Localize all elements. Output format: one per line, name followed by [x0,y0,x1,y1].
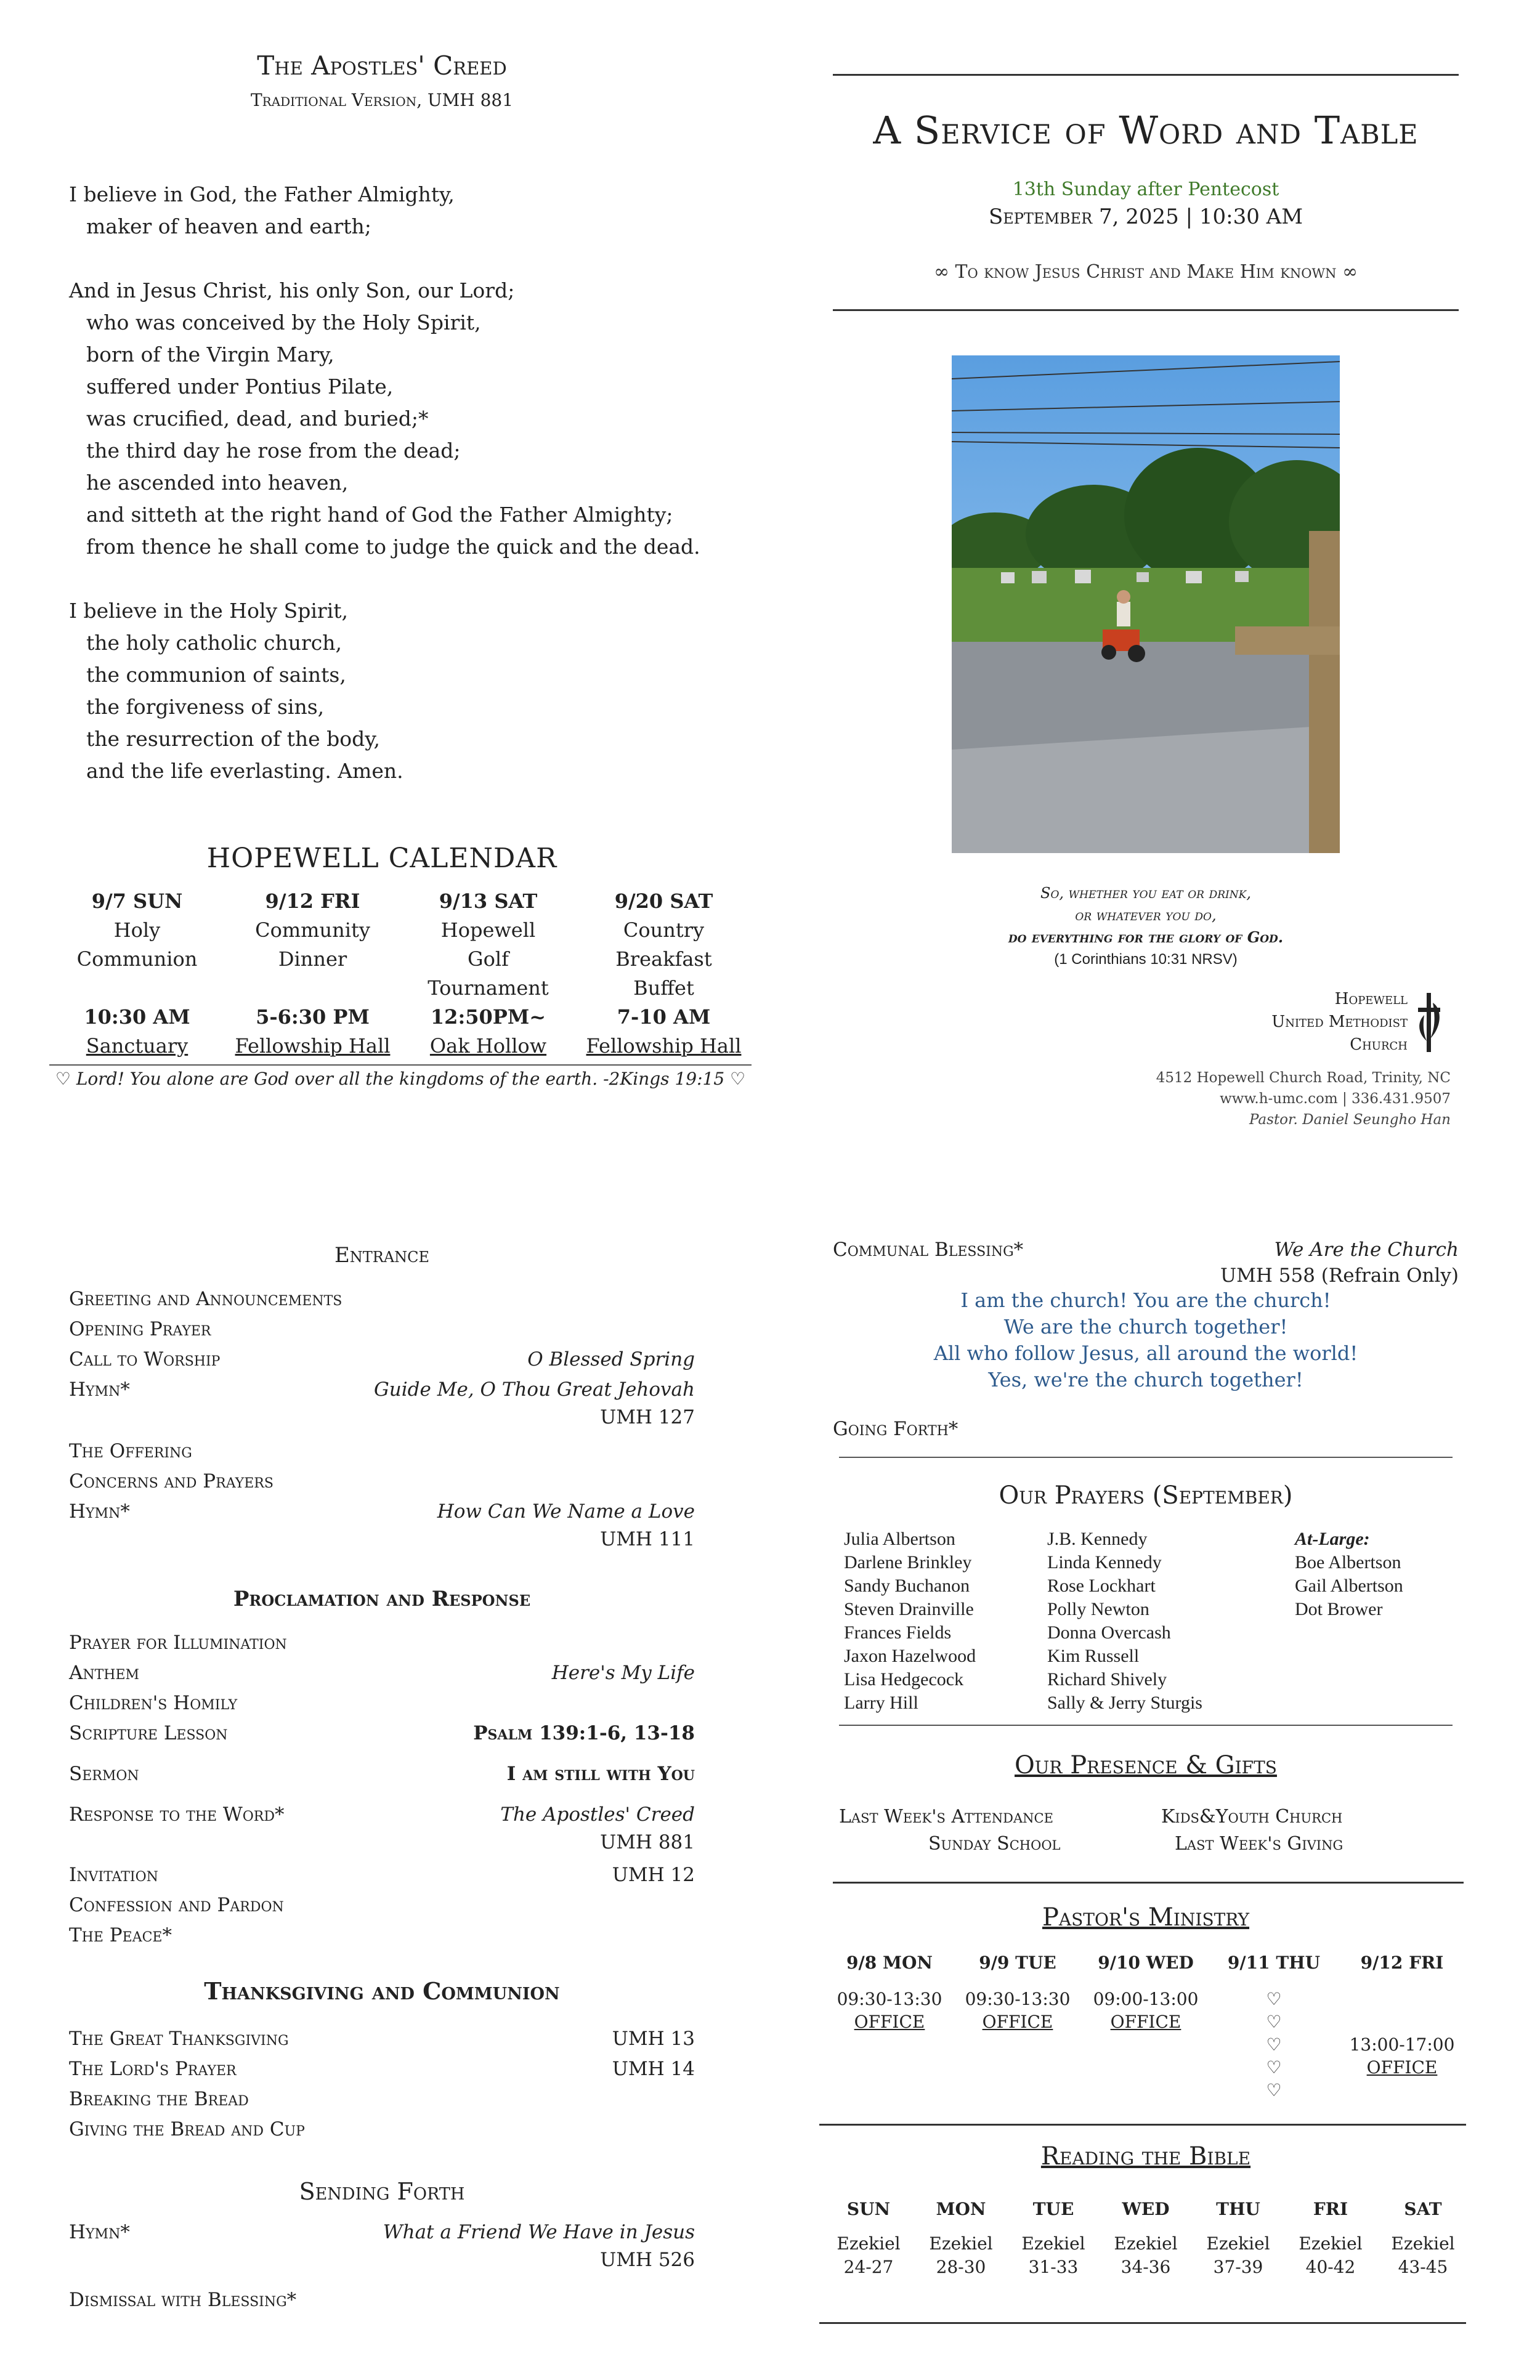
event-date: 9/13 SAT [439,889,538,913]
order-item [69,1921,695,1951]
ministry-day-label: 9/12 FRI [1360,1953,1444,1973]
creed-title: The Apostles' Creed [257,51,507,81]
refrain-line: I am the church! You are the church! [960,1289,1331,1312]
creed-line: the communion of saints, [86,663,346,687]
calendar-title: HOPEWELL CALENDAR [206,843,557,874]
verse-line: or whatever you do, [1075,907,1217,924]
calendar-event [400,887,576,1061]
ministry-day-label: 9/8 MON [846,1953,933,1973]
cross-and-flame-icon [1414,990,1444,1053]
bible-day [915,2198,1007,2279]
item-value: UMH 12 [612,1864,695,1886]
section-entrance: Entrance [334,1243,430,1268]
order-item [833,1235,1459,1265]
ministry-place: OFFICE [854,2012,925,2032]
prayer-name: Julia Albertson [844,1529,955,1549]
refrain-line: Yes, we're the church together! [988,1368,1303,1391]
event-name: Tournament [428,976,549,1000]
cover-top-rule [833,74,1459,76]
event-name: Community [255,918,370,942]
cover-verse [832,882,1460,971]
order-item [69,1890,695,1921]
item-value: How Can We Name a Love [437,1500,695,1523]
creed-line: who was conceived by the Holy Spirit, [86,310,481,334]
creed-line: And in Jesus Christ, his only Son, our Lord; [69,278,515,302]
section-sending: Sending Forth [299,2178,465,2205]
divider [819,2124,1466,2126]
order-item [69,1375,695,1405]
creed-line: and sitteth at the right hand of God the Father Almighty; [86,503,673,527]
item-label: Anthem [69,1662,140,1684]
prayer-name: Jaxon Hazelwood [844,1646,976,1666]
prayer-name: Darlene Brinkley [844,1552,972,1572]
item-label: Prayer for Illumination [69,1632,287,1654]
item-label: Hymn* [69,1378,130,1401]
bible-title: Reading the Bible [1040,2142,1251,2171]
item-label: Hymn* [69,2221,130,2243]
cover-sunday: 13th Sunday after Pentecost [1012,179,1279,200]
prayer-column [1047,1528,1269,1715]
ministry-time: 09:30-13:30 [837,1989,942,2009]
prayer-name: Boe Albertson [1295,1552,1401,1572]
creed-line: the holy catholic church, [86,631,342,655]
divider [833,1882,1464,1884]
heart-icon: ♡ [1266,2012,1282,2032]
item-value: Psalm 139:1-6, 13-18 [473,1722,695,1744]
order-item [69,1658,695,1688]
order-item [69,1628,695,1658]
hymn-number: UMH 526 [600,2249,695,2271]
bible-chapters: 40-42 [1305,2257,1356,2277]
heart-icon: ♡ [1266,2080,1282,2100]
bible-chapters: 34-36 [1121,2257,1171,2277]
prayer-name: Dot Brower [1295,1599,1383,1619]
order-item [833,1414,1459,1444]
heart-icon: ♡ [1266,2034,1282,2055]
bible-chapters: 28-30 [936,2257,986,2277]
verse-line: do everything for the glory of God. [1008,928,1284,946]
bible-book: Ezekiel [1114,2233,1178,2254]
order-item [69,2217,695,2248]
church-contact [1047,1067,1451,1130]
refrain [833,1287,1459,1393]
divider [839,1725,1453,1726]
prayer-name: Polly Newton [1047,1599,1149,1619]
hymn-number: UMH 127 [600,1406,695,1428]
creed-line: from thence he shall come to judge the quick and the dead. [86,535,700,559]
creed-line: was crucified, dead, and buried;* [86,407,429,431]
event-place: Fellowship Hall [586,1034,742,1058]
at-large-heading: At-Large: [1295,1529,1370,1549]
event-time: 10:30 AM [84,1005,190,1029]
item-label: Hymn* [69,1500,130,1523]
ministry-day [1210,1951,1338,2102]
creed-subtitle: Traditional Version, UMH 881 [250,90,514,110]
church-name-line: Church [1350,1035,1408,1054]
item-value: I am still with You [506,1763,695,1785]
section-thanksgiving: Thanksgiving and Communion [204,1977,560,2005]
item-label: The Great Thanksgiving [69,2028,289,2050]
bible-day [822,2198,915,2279]
cover-photo [952,355,1340,853]
bible-book: Ezekiel [1021,2233,1085,2254]
event-place: Fellowship Hall [235,1034,391,1058]
bible-day-label: MON [936,2199,986,2219]
event-date: 9/20 SAT [614,889,713,913]
order-item [69,1345,695,1375]
ministry-time: 13:00-17:00 [1349,2034,1455,2055]
calendar-grid [49,887,752,1061]
order-item [69,1800,695,1830]
prayer-name: Kim Russell [1047,1646,1140,1666]
creed-line: the resurrection of the body, [86,727,380,751]
bible-book: Ezekiel [1206,2233,1270,2254]
ministry-time: 09:00-13:00 [1093,1989,1199,2009]
order-item [69,1497,695,1527]
ministry-place: OFFICE [1110,2012,1181,2032]
calendar-event [225,887,400,1061]
bible-day-label: TUE [1032,2199,1074,2219]
hymn-number: UMH 881 [600,1831,695,1853]
item-label: Breaking the Bread [69,2088,249,2110]
item-value: Guide Me, O Thou Great Jehovah [374,1378,695,1401]
prayers-title: Our Prayers (September) [999,1481,1293,1510]
event-time: 12:50PM~ [430,1005,546,1029]
presence-left [839,1803,1061,1858]
bible-book: Ezekiel [1299,2233,1363,2254]
calendar-event [49,887,225,1061]
heart-icon: ♡ [1266,2057,1282,2078]
item-label: Sermon [69,1763,139,1785]
item-label: Concerns and Prayers [69,1470,274,1492]
event-date: 9/12 FRI [265,889,360,913]
bible-day-label: SUN [846,2199,891,2219]
ministry-day-label: 9/11 THU [1227,1953,1321,1973]
bible-table [822,2198,1469,2279]
refrain-line: All who follow Jesus, all around the world! [933,1342,1358,1365]
order-item [69,2084,695,2115]
creed-body [69,179,777,787]
church-name-line: Hopewell [1334,990,1408,1008]
prayer-name: Gail Albertson [1295,1576,1403,1596]
item-value: What a Friend We Have in Jesus [383,2221,695,2243]
event-name: Country [623,918,705,942]
cover-motto: ∞ To know Jesus Christ and Make Him known ∞ [934,261,1358,283]
item-label: Invitation [69,1864,158,1886]
item-label: Greeting and Announcements [69,1288,342,1310]
hymn-number: UMH 111 [600,1528,695,1550]
event-name: Dinner [278,947,347,971]
item-label: Communal Blessing* [833,1239,1024,1261]
prayer-name: Lisa Hedgecock [844,1669,964,1690]
ministry-title: Pastor's Ministry [1042,1903,1250,1932]
ministry-place: OFFICE [1366,2057,1438,2078]
calendar-event [576,887,752,1061]
item-label: Giving the Bread and Cup [69,2118,305,2140]
order-item [69,2024,695,2054]
item-label: Call to Worship [69,1348,221,1370]
bible-day [1100,2198,1192,2279]
cover-date: September 7, 2025 | 10:30 AM [988,204,1303,229]
prayer-name: Donna Overcash [1047,1622,1171,1643]
item-value: We Are the Church [1274,1239,1459,1261]
sunday-school-label: Sunday School [928,1833,1061,1855]
creed-line: I believe in God, the Father Almighty, [69,182,455,206]
item-value: UMH 14 [612,2058,695,2080]
item-label: The Offering [69,1440,192,1462]
ministry-day [1082,1951,1210,2102]
bible-day-label: THU [1216,2199,1260,2219]
item-label: Dismissal with Blessing* [69,2289,297,2311]
event-name: Golf [468,947,509,971]
ministry-day [954,1951,1082,2102]
attendance-label: Last Week's Attendance [839,1806,1053,1827]
bible-chapters: 31-33 [1028,2257,1079,2277]
ministry-place: OFFICE [982,2012,1053,2032]
creed-line: the third day he rose from the dead; [86,439,461,463]
divider [839,1457,1453,1458]
presence-title: Our Presence & Gifts [1015,1751,1277,1779]
heart-icon: ♡ [1266,1989,1282,2009]
order-item [69,1284,695,1314]
bible-chapters: 24-27 [843,2257,894,2277]
church-website-phone: www.h-umc.com | 336.431.9507 [1220,1091,1451,1107]
presence-right [1161,1803,1343,1858]
prayer-name: Rose Lockhart [1047,1576,1156,1596]
hymn-number: UMH 558 (Refrain Only) [1220,1265,1459,1287]
event-date: 9/7 SUN [91,889,183,913]
verse-ref: (1 Corinthians 10:31 NRSV) [1054,951,1238,968]
calendar-verse: ♡ Lord! You alone are God over all the kingdoms of the earth. -2Kings 19:15 ♡ [55,1069,746,1089]
bible-day [1377,2198,1469,2279]
order-item [69,1860,695,1890]
creed-line: he ascended into heaven, [86,471,349,495]
creed-line: suffered under Pontius Pilate, [86,374,394,399]
cover-bottom-rule [833,309,1459,311]
order-item [69,2054,695,2084]
event-place: Oak Hollow [429,1034,547,1058]
prayer-name: Frances Fields [844,1622,952,1643]
event-name: Hopewell [440,918,536,942]
church-address: 4512 Hopewell Church Road, Trinity, NC [1156,1070,1451,1086]
item-value: Here's My Life [551,1662,695,1684]
bible-book: Ezekiel [929,2233,993,2254]
prayer-name: Linda Kennedy [1047,1552,1162,1572]
prayer-name: J.B. Kennedy [1047,1529,1148,1549]
bible-chapters: 43-45 [1398,2257,1448,2277]
creed-line: born of the Virgin Mary, [86,342,334,366]
bible-day [1192,2198,1284,2279]
event-time: 5-6:30 PM [256,1005,370,1029]
creed-line: the forgiveness of sins, [86,695,325,719]
event-name: Holy [113,918,161,942]
bible-chapters: 37-39 [1213,2257,1263,2277]
church-name [1201,988,1408,1056]
order-item [69,2115,695,2145]
prayer-name: Larry Hill [844,1693,918,1713]
ministry-day-label: 9/9 TUE [979,1953,1056,1973]
item-value: O Blessed Spring [527,1348,695,1370]
prayer-column [1295,1528,1455,1621]
item-label: The Peace* [69,1924,172,1946]
creed-line: I believe in the Holy Spirit, [69,599,349,623]
item-value: The Apostles' Creed [500,1803,695,1826]
order-item [69,1718,695,1749]
giving-label: Last Week's Giving [1175,1833,1343,1855]
bible-day-label: WED [1122,2199,1170,2219]
section-proclamation: Proclamation and Response [233,1587,531,1611]
prayer-name: Steven Drainville [844,1599,974,1619]
item-label: Going Forth* [833,1418,958,1440]
event-place: Sanctuary [86,1034,188,1058]
item-label: Scripture Lesson [69,1722,228,1744]
bible-book: Ezekiel [837,2233,901,2254]
prayer-name: Richard Shively [1047,1669,1167,1690]
order-item [69,1436,695,1467]
item-label: The Lord's Prayer [69,2058,237,2080]
prayer-name: Sandy Buchanon [844,1576,970,1596]
order-item [69,1759,695,1789]
item-label: Children's Homily [69,1692,238,1714]
cover-title: A Service of Word and Table [873,108,1419,153]
pastor-name: Pastor. Daniel Seungho Han [1249,1112,1451,1128]
ministry-day [1338,1951,1466,2102]
divider [819,2322,1466,2324]
prayer-column [844,1528,1041,1715]
creed-line: and the life everlasting. Amen. [86,759,403,783]
item-label: Response to the Word* [69,1803,285,1826]
refrain-line: We are the church together! [1003,1315,1288,1338]
prayer-name: Sally & Jerry Sturgis [1047,1693,1202,1713]
item-value: UMH 13 [612,2028,695,2050]
order-item [69,1688,695,1718]
event-name: Buffet [633,976,694,1000]
order-item [69,1314,695,1345]
bible-day [1007,2198,1100,2279]
ministry-day-label: 9/10 WED [1098,1953,1194,1973]
order-item [69,1467,695,1497]
bible-day-label: SAT [1404,2199,1442,2219]
event-name: Communion [76,947,198,971]
item-label: Opening Prayer [69,1318,211,1340]
bible-day [1284,2198,1377,2279]
item-label: Confession and Pardon [69,1894,284,1916]
creed-line: maker of heaven and earth; [86,214,371,238]
order-item [69,2285,695,2315]
kids-youth-label: Kids&Youth Church [1161,1806,1343,1827]
ministry-table [825,1951,1466,2102]
bible-day-label: FRI [1313,2199,1348,2219]
bible-book: Ezekiel [1391,2233,1455,2254]
verse-line: So, whether you eat or drink, [1040,884,1251,902]
church-name-line: United Methodist [1271,1013,1408,1031]
ministry-time: 09:30-13:30 [965,1989,1071,2009]
event-name: Breakfast [615,947,712,971]
event-time: 7-10 AM [617,1005,711,1029]
ministry-day [825,1951,954,2102]
